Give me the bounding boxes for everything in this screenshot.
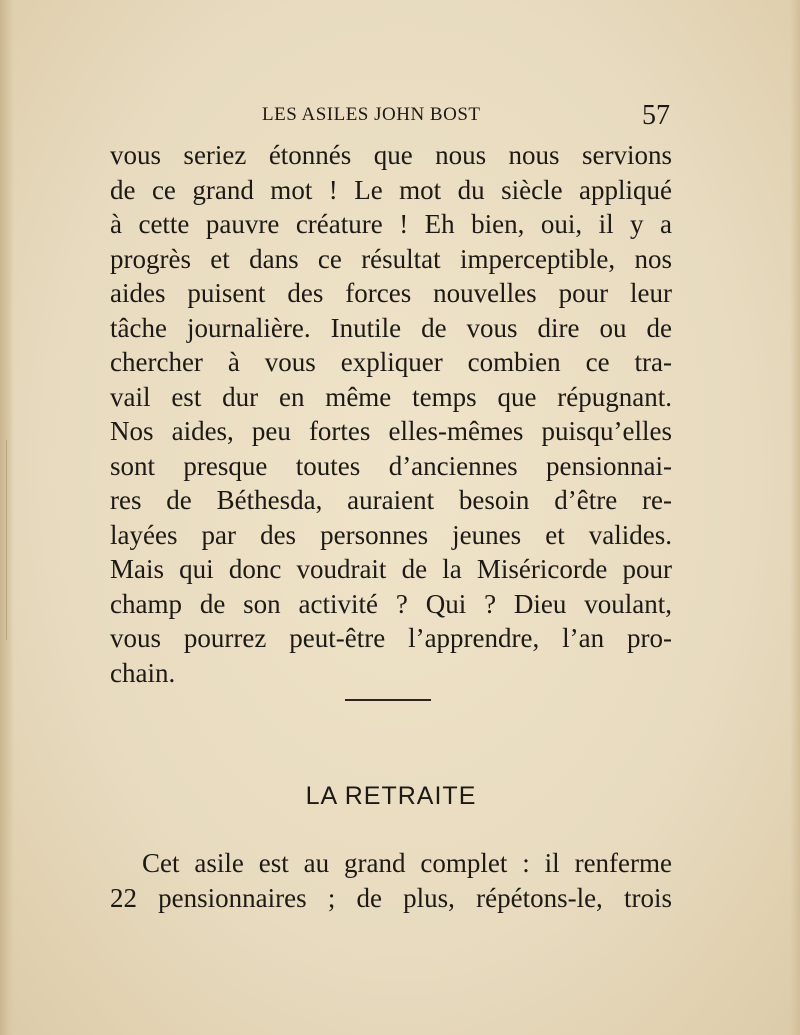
section-divider xyxy=(345,699,431,701)
text-line: vous seriez étonnés que nous nous servions xyxy=(110,140,672,170)
page-crease xyxy=(6,440,7,640)
text-line: champ de son activité ? Qui ? Dieu voulant, xyxy=(110,588,672,619)
page-number: 57 xyxy=(642,100,670,131)
text-line: sont presque toutes d’anciennes pensionnai- xyxy=(110,450,672,481)
paragraph-continued xyxy=(110,138,672,690)
text-line: Nos aides, peu fortes elles-mêmes puisqu’elles xyxy=(110,416,672,446)
running-title: LES ASILES JOHN BOST xyxy=(262,104,481,125)
text-line: vous pourrez peut-être l’apprendre, l’an pro- xyxy=(110,623,672,653)
running-head xyxy=(110,100,672,130)
section-heading: LA RETRAITE xyxy=(305,782,477,810)
text-line: chain. xyxy=(110,657,176,688)
text-line: de ce grand mot ! Le mot du siècle appliqué xyxy=(110,174,672,205)
page-right-edge xyxy=(790,0,800,1035)
text-line: à cette pauvre créature ! Eh bien, oui, il y a xyxy=(110,209,672,239)
text-line: tâche journalière. Inutile de vous dire ou de xyxy=(110,312,672,343)
text-line: aides puisent des forces nouvelles pour leur xyxy=(110,278,672,308)
text-line: progrès et dans ce résultat imperceptible, nos xyxy=(110,243,672,274)
text-line: 22 pensionnaires ; de plus, répétons-le, trois xyxy=(110,882,672,913)
text-line: Cet asile est au grand complet : il renferme xyxy=(142,848,672,878)
text-line: chercher à vous expliquer combien ce tra- xyxy=(110,347,672,377)
page-left-edge xyxy=(0,0,14,1035)
text-line: vail est dur en même temps que répugnant. xyxy=(110,381,672,412)
text-line: Mais qui donc voudrait de la Miséricorde pour xyxy=(110,554,672,584)
text-line: res de Béthesda, auraient besoin d’être re- xyxy=(110,485,672,515)
paragraph-retraite xyxy=(110,846,672,915)
text-line: layées par des personnes jeunes et valides. xyxy=(110,519,672,550)
